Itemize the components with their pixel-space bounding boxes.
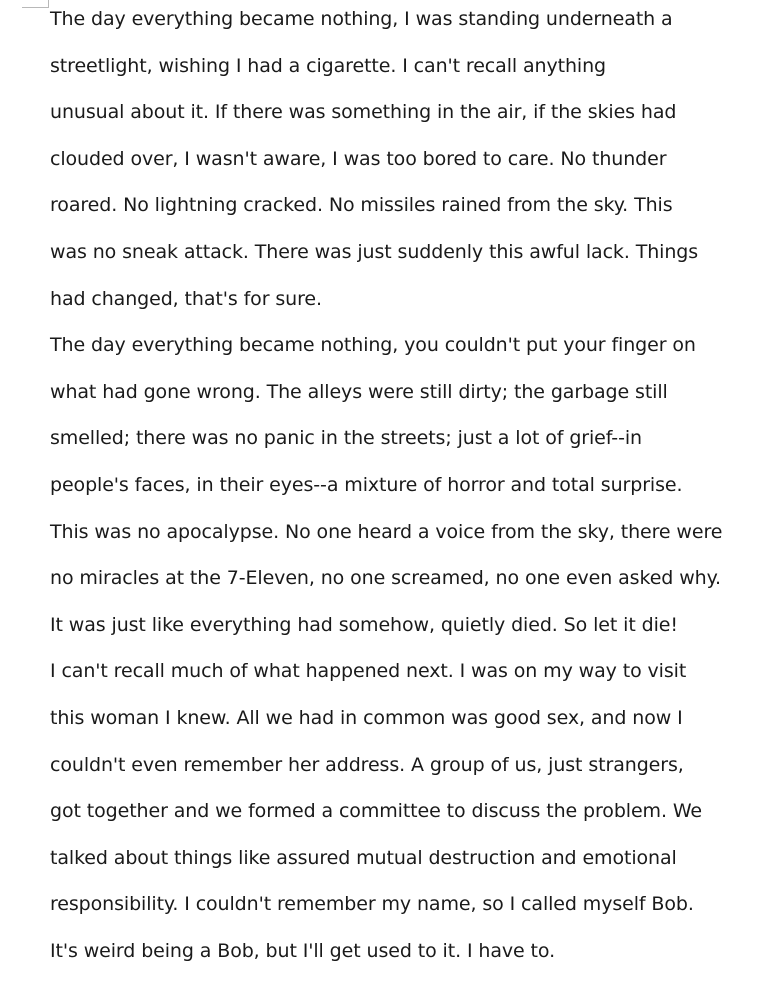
text-line: roared. No lightning cracked. No missiles rained from the sky. This [50,194,673,217]
text-line: no miracles at the 7-Eleven, no one screamed, no one even asked why. [50,567,721,590]
text-line: The day everything became nothing, you couldn't put your finger on [50,334,696,357]
text-line: unusual about it. If there was something in the air, if the skies had [50,101,677,124]
text-line: what had gone wrong. The alleys were still dirty; the garbage still [50,380,668,403]
text-line: It's weird being a Bob, but I'll get used to it. I have to. [50,939,556,962]
page-corner-mark [22,0,49,8]
text-line: This was no apocalypse. No one heard a voice from the sky, there were [50,520,723,543]
text-line: clouded over, I wasn't aware, I was too bored to care. No thunder [50,147,667,170]
text-line: smelled; there was no panic in the streets; just a lot of grief--in [50,427,642,450]
paragraph-2 [50,326,750,652]
text-line: had changed, that's for sure. [50,287,322,310]
paragraph-3 [50,652,750,978]
text-line: couldn't even remember her address. A group of us, just strangers, [50,753,684,776]
text-line: got together and we formed a committee to discuss the problem. We [50,800,702,823]
text-line: talked about things like assured mutual destruction and emotional [50,846,677,869]
text-line: I can't recall much of what happened next. I was on my way to visit [50,660,687,683]
text-line: this woman I knew. All we had in common was good sex, and now I [50,706,683,729]
text-line: responsibility. I couldn't remember my name, so I called myself Bob. [50,893,694,916]
text-line: The day everything became nothing, I was standing underneath a [50,8,673,30]
text-line: It was just like everything had somehow, quietly died. So let it die! [50,613,678,636]
document-body [50,0,750,978]
text-line: was no sneak attack. There was just suddenly this awful lack. Things [50,240,699,263]
paragraph-1 [50,0,750,326]
text-line: streetlight, wishing I had a cigarette. I can't recall anything [50,54,606,77]
text-line: people's faces, in their eyes--a mixture of horror and total surprise. [50,473,683,496]
